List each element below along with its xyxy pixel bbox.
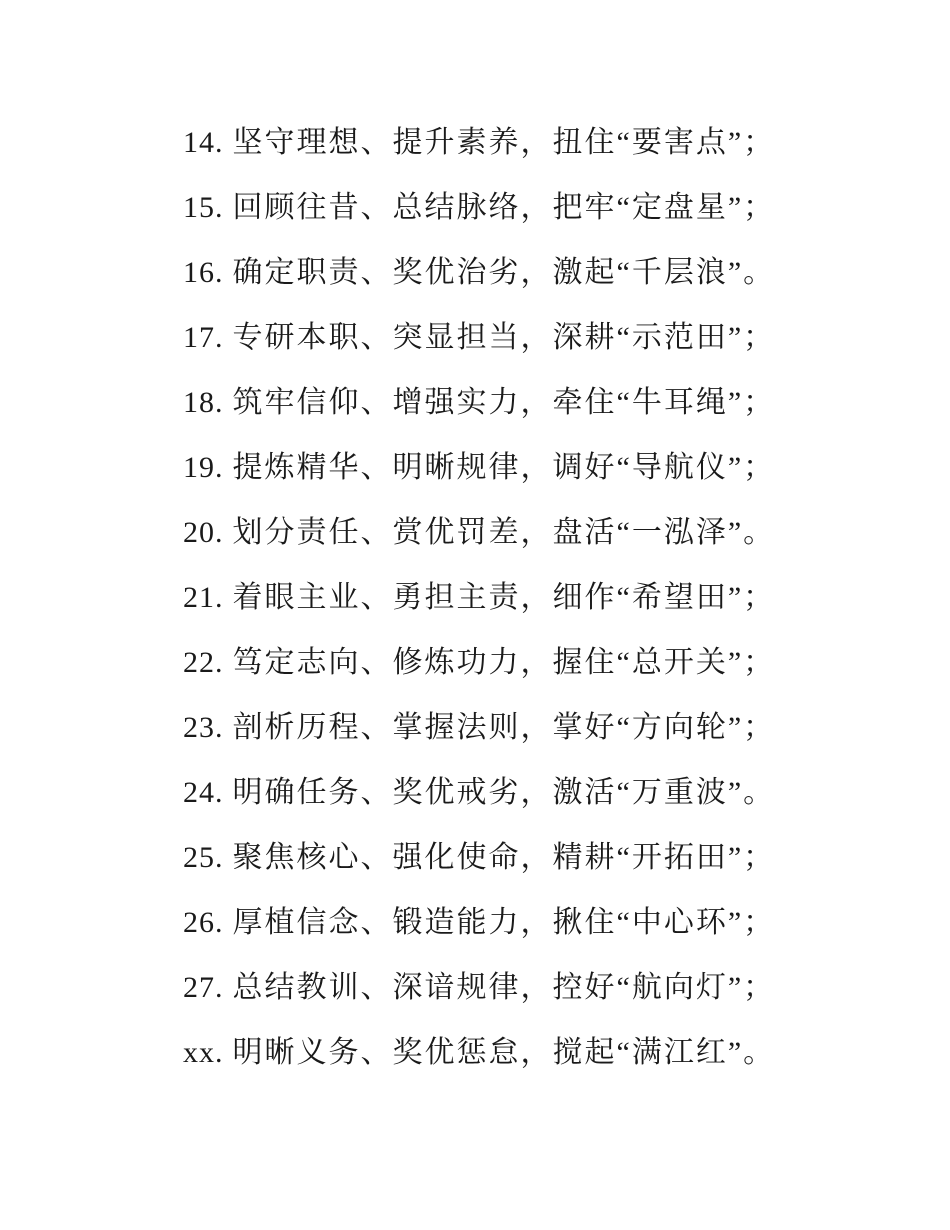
item-number: 25. — [183, 841, 224, 874]
item-number: xx. — [183, 1036, 224, 1069]
list-item — [183, 258, 890, 288]
list-item — [183, 778, 890, 808]
item-number: 21. — [183, 581, 224, 614]
item-text: 着眼主业、勇担主责，细作“希望田”； — [232, 581, 776, 614]
list-item — [183, 908, 890, 938]
item-text: 剖析历程、掌握法则，掌好“方向轮”； — [232, 711, 776, 744]
item-text: 笃定志向、修炼功力，握住“总开关”； — [232, 646, 776, 679]
list-item — [183, 453, 890, 483]
list-item — [183, 583, 890, 613]
item-text: 专研本职、突显担当，深耕“示范田”； — [232, 321, 776, 354]
list-item — [183, 843, 890, 873]
item-number: 24. — [183, 776, 224, 809]
list-item — [183, 648, 890, 678]
item-number: 17. — [183, 321, 224, 354]
item-text: 聚焦核心、强化使命，精耕“开拓田”； — [232, 841, 776, 874]
item-text: 明确任务、奖优戒劣，激活“万重波”。 — [232, 776, 776, 809]
item-number: 23. — [183, 711, 224, 744]
numbered-list — [183, 128, 890, 1103]
list-item — [183, 193, 890, 223]
item-text: 明晰义务、奖优惩怠，搅起“满江红”。 — [232, 1036, 776, 1069]
item-number: 19. — [183, 451, 224, 484]
item-text: 厚植信念、锻造能力，揪住“中心环”； — [232, 906, 776, 939]
list-item — [183, 388, 890, 418]
item-text: 筑牢信仰、增强实力，牵住“牛耳绳”； — [232, 386, 776, 419]
item-number: 20. — [183, 516, 224, 549]
item-number: 27. — [183, 971, 224, 1004]
list-item — [183, 518, 890, 548]
list-item — [183, 713, 890, 743]
list-item — [183, 128, 890, 158]
item-text: 划分责任、赏优罚差，盘活“一泓泽”。 — [232, 516, 776, 549]
item-text: 回顾往昔、总结脉络，把牢“定盘星”； — [232, 191, 776, 224]
list-item — [183, 1038, 890, 1068]
item-text: 提炼精华、明晰规律，调好“导航仪”； — [232, 451, 776, 484]
item-number: 15. — [183, 191, 224, 224]
item-number: 16. — [183, 256, 224, 289]
item-text: 总结教训、深谙规律，控好“航向灯”； — [232, 971, 776, 1004]
item-number: 18. — [183, 386, 224, 419]
item-number: 14. — [183, 126, 224, 159]
item-text: 坚守理想、提升素养，扭住“要害点”； — [232, 126, 776, 159]
list-item — [183, 323, 890, 353]
item-number: 22. — [183, 646, 224, 679]
item-number: 26. — [183, 906, 224, 939]
list-item — [183, 973, 890, 1003]
item-text: 确定职责、奖优治劣，激起“千层浪”。 — [232, 256, 776, 289]
